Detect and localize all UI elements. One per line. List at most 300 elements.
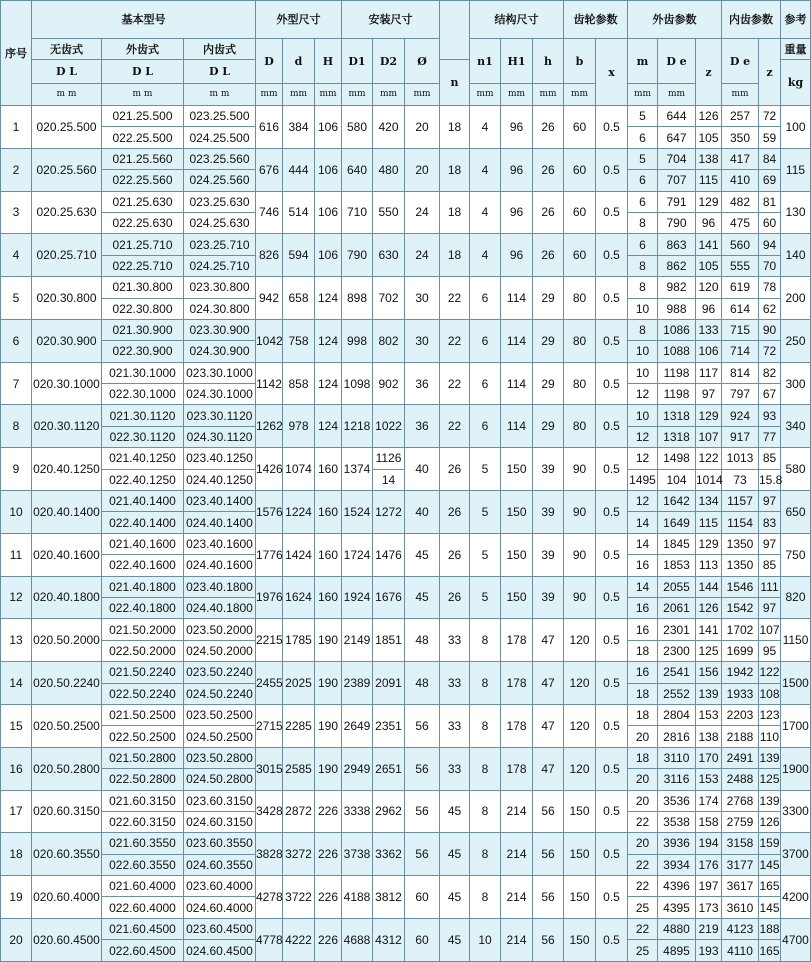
inner-z: 159 <box>759 833 781 854</box>
weight-kg: 130 <box>781 191 811 234</box>
outer-z: 141 <box>696 234 722 255</box>
outer-z: 117 <box>696 362 722 383</box>
dim-H: 124 <box>315 362 342 405</box>
dim-n1: 8 <box>470 833 501 876</box>
outer-gear-model: 022.30.1000 <box>102 384 184 405</box>
dim-D2: 1272 <box>373 491 405 534</box>
module-m: 6 <box>628 191 658 212</box>
dim-n1: 10 <box>470 918 501 961</box>
outer-gear-model: 022.60.3150 <box>102 811 184 832</box>
dim-x: 0.5 <box>596 277 628 320</box>
dim-D: 2215 <box>256 619 283 662</box>
outer-gear-model: 022.50.2240 <box>102 683 184 704</box>
outer-De: 1498 <box>658 448 696 469</box>
outer-De: 1198 <box>658 362 696 383</box>
module-m: 20 <box>628 726 658 747</box>
inner-De: 2768 <box>722 790 759 811</box>
dim-H: 226 <box>315 918 342 961</box>
dim-n1: 6 <box>470 362 501 405</box>
outer-z: 138 <box>696 148 722 169</box>
dim-n: 60 <box>405 918 440 961</box>
module-m: 18 <box>628 683 658 704</box>
inner-gear-model: 023.50.2240 <box>184 662 256 683</box>
dim-d: 2585 <box>283 747 315 790</box>
dim-D: 1142 <box>256 362 283 405</box>
dim-phi: 18 <box>440 234 470 277</box>
dim-n: 56 <box>405 790 440 833</box>
dim-H1: 214 <box>501 876 533 919</box>
header-n-blank <box>440 1 470 60</box>
dim-D1: 3738 <box>342 833 373 876</box>
no-gear-model: 020.60.4500 <box>32 918 102 961</box>
dim-H: 190 <box>315 662 342 705</box>
outer-gear-model: 022.25.710 <box>102 255 184 276</box>
header-dl-1: D L <box>32 60 102 84</box>
inner-z: 111 <box>759 576 781 597</box>
dim-h: 29 <box>533 319 564 362</box>
weight-kg: 250 <box>781 319 811 362</box>
dim-H: 106 <box>315 106 342 149</box>
dim-D: 3428 <box>256 790 283 833</box>
outer-z: 133 <box>696 319 722 340</box>
no-gear-model: 020.50.2500 <box>32 704 102 747</box>
outer-gear-model: 022.60.3550 <box>102 854 184 875</box>
dim-n: 56 <box>405 833 440 876</box>
dim-d: 658 <box>283 277 315 320</box>
outer-De: 3110 <box>658 747 696 768</box>
weight-kg: 340 <box>781 405 811 448</box>
inner-gear-model: 024.30.1000 <box>184 384 256 405</box>
inner-gear-model: 024.30.800 <box>184 298 256 319</box>
dim-D: 2715 <box>256 704 283 747</box>
dim-D2: 3362 <box>373 833 405 876</box>
module-m: 25 <box>628 897 658 918</box>
inner-z: 165 <box>759 940 781 962</box>
inner-z: 139 <box>759 790 781 811</box>
dim-d: 2872 <box>283 790 315 833</box>
dim-H: 124 <box>315 277 342 320</box>
inner-gear-model: 023.60.4000 <box>184 876 256 897</box>
outer-De: 1318 <box>658 426 696 447</box>
inner-gear-model: 024.30.900 <box>184 341 256 362</box>
dim-h: 56 <box>533 918 564 961</box>
dim-n: 60 <box>405 876 440 919</box>
dim-n: 48 <box>405 662 440 705</box>
row-number: 9 <box>1 448 32 491</box>
outer-gear-model: 022.25.560 <box>102 170 184 191</box>
inner-De: 3610 <box>722 897 759 918</box>
inner-gear-model: 024.50.2800 <box>184 769 256 790</box>
outer-gear-model: 022.60.4000 <box>102 897 184 918</box>
dim-D2: 1126 <box>373 448 405 469</box>
outer-z: 219 <box>696 918 722 939</box>
outer-De: 2300 <box>658 640 696 661</box>
inner-z: 110 <box>759 726 781 747</box>
dim-D: 826 <box>256 234 283 277</box>
dim-phi: 18 <box>440 148 470 191</box>
no-gear-model: 020.50.2800 <box>32 747 102 790</box>
dim-D1: 580 <box>342 106 373 149</box>
inner-De: 555 <box>722 255 759 276</box>
dim-n1: 6 <box>470 277 501 320</box>
module-m: 14 <box>628 533 658 554</box>
dim-D: 676 <box>256 148 283 191</box>
module-m: 22 <box>628 918 658 939</box>
outer-z: 126 <box>696 597 722 618</box>
dim-x: 0.5 <box>596 918 628 961</box>
outer-z: 129 <box>696 191 722 212</box>
header-mm-b: mm <box>564 84 596 106</box>
outer-De: 791 <box>658 191 696 212</box>
dim-D1: 898 <box>342 277 373 320</box>
module-m: 18 <box>628 640 658 661</box>
dim-H1: 96 <box>501 191 533 234</box>
dim-H: 190 <box>315 747 342 790</box>
dim-x: 0.5 <box>596 148 628 191</box>
row-number: 8 <box>1 405 32 448</box>
module-m: 20 <box>628 769 658 790</box>
outer-z: 170 <box>696 747 722 768</box>
inner-gear-model: 024.40.1600 <box>184 555 256 576</box>
dim-d: 384 <box>283 106 315 149</box>
header-h: h <box>533 39 564 84</box>
outer-gear-model: 022.60.4500 <box>102 940 184 962</box>
module-m: 22 <box>628 811 658 832</box>
dim-D2: 902 <box>373 362 405 405</box>
weight-kg: 1900 <box>781 747 811 790</box>
dim-H: 106 <box>315 191 342 234</box>
outer-gear-model: 021.60.3550 <box>102 833 184 854</box>
dim-D2: 1022 <box>373 405 405 448</box>
module-m: 18 <box>628 704 658 725</box>
dim-h: 29 <box>533 277 564 320</box>
header-install-dims: 安装尺寸 <box>342 1 440 39</box>
row-number: 15 <box>1 704 32 747</box>
dim-b: 120 <box>564 747 596 790</box>
inner-De: 482 <box>722 191 759 212</box>
outer-gear-model: 021.50.2000 <box>102 619 184 640</box>
weight-kg: 115 <box>781 148 811 191</box>
dim-n: 56 <box>405 747 440 790</box>
row-number: 5 <box>1 277 32 320</box>
inner-gear-model: 023.30.1120 <box>184 405 256 426</box>
outer-De: 2061 <box>658 597 696 618</box>
inner-De: 4123 <box>722 918 759 939</box>
inner-gear-model: 023.30.900 <box>184 319 256 340</box>
header-mm-phi: mm <box>405 84 440 106</box>
dim-D: 1262 <box>256 405 283 448</box>
dim-H1: 178 <box>501 704 533 747</box>
inner-z: 83 <box>759 512 781 533</box>
header-dl-3: D L <box>184 60 256 84</box>
inner-z: 145 <box>759 897 781 918</box>
outer-De: 1642 <box>658 491 696 512</box>
inner-z: 85 <box>759 448 781 469</box>
dim-H: 190 <box>315 619 342 662</box>
inner-gear-model: 024.50.2500 <box>184 726 256 747</box>
inner-De: 1702 <box>722 619 759 640</box>
dim-D2: 1676 <box>373 576 405 619</box>
no-gear-model: 020.40.1800 <box>32 576 102 619</box>
dim-d: 1785 <box>283 619 315 662</box>
dim-phi: 45 <box>440 876 470 919</box>
dim-D2: 1476 <box>373 533 405 576</box>
header-struct-dims: 结构尺寸 <box>470 1 564 39</box>
dim-d: 1424 <box>283 533 315 576</box>
outer-gear-model: 021.40.1400 <box>102 491 184 512</box>
dim-phi: 45 <box>440 918 470 961</box>
dim-D: 4278 <box>256 876 283 919</box>
inner-De: 814 <box>722 362 759 383</box>
outer-gear-model: 022.40.1600 <box>102 555 184 576</box>
module-m: 12 <box>628 448 658 469</box>
inner-z: 77 <box>759 426 781 447</box>
weight-kg: 3700 <box>781 833 811 876</box>
weight-kg: 4700 <box>781 918 811 961</box>
outer-De: 704 <box>658 148 696 169</box>
inner-De: 3617 <box>722 876 759 897</box>
dim-h: 26 <box>533 148 564 191</box>
header-mm-D1: mm <box>342 84 373 106</box>
dim-phi: 26 <box>440 576 470 619</box>
outer-gear-model: 021.30.1000 <box>102 362 184 383</box>
outer-z: 144 <box>696 576 722 597</box>
dim-H1: 214 <box>501 918 533 961</box>
dim-H1: 178 <box>501 747 533 790</box>
dim-b: 90 <box>564 533 596 576</box>
inner-De: 1933 <box>722 683 759 704</box>
dim-H: 106 <box>315 148 342 191</box>
outer-z: 107 <box>696 426 722 447</box>
inner-z: 97 <box>759 533 781 554</box>
outer-z: 139 <box>696 683 722 704</box>
dim-D2: 2962 <box>373 790 405 833</box>
dim-d: 594 <box>283 234 315 277</box>
outer-z: 126 <box>696 106 722 127</box>
inner-gear-model: 024.30.1120 <box>184 426 256 447</box>
dim-d: 978 <box>283 405 315 448</box>
dim-D: 616 <box>256 106 283 149</box>
inner-gear-model: 023.60.3550 <box>184 833 256 854</box>
row-number: 2 <box>1 148 32 191</box>
dim-D1: 2949 <box>342 747 373 790</box>
dim-n: 40 <box>405 448 440 491</box>
dim-n: 45 <box>405 533 440 576</box>
dim-n: 36 <box>405 362 440 405</box>
dim-D1: 1924 <box>342 576 373 619</box>
header-outer-dims: 外型尺寸 <box>256 1 342 39</box>
weight-kg: 580 <box>781 448 811 491</box>
inner-z: 93 <box>759 405 781 426</box>
inner-z: 126 <box>759 811 781 832</box>
dim-h: 26 <box>533 191 564 234</box>
module-m: 5 <box>628 148 658 169</box>
outer-gear-model: 021.30.900 <box>102 319 184 340</box>
dim-d: 3722 <box>283 876 315 919</box>
dim-n: 48 <box>405 619 440 662</box>
dim-D: 4778 <box>256 918 283 961</box>
inner-z: 72 <box>759 341 781 362</box>
inner-De: 2203 <box>722 704 759 725</box>
outer-gear-model: 022.25.630 <box>102 212 184 233</box>
module-m: 5 <box>628 106 658 127</box>
dim-h: 56 <box>533 876 564 919</box>
header-ref: 参考 <box>781 1 811 39</box>
dim-d: 1624 <box>283 576 315 619</box>
dim-n1: 8 <box>470 747 501 790</box>
dim-D2: 3812 <box>373 876 405 919</box>
dim-d: 1074 <box>283 448 315 491</box>
inner-z: 62 <box>759 298 781 319</box>
dim-H1: 114 <box>501 319 533 362</box>
dim-phi: 26 <box>440 533 470 576</box>
inner-z: 67 <box>759 384 781 405</box>
dim-phi: 45 <box>440 833 470 876</box>
inner-gear-model: 023.50.2500 <box>184 704 256 725</box>
dim-x: 0.5 <box>596 319 628 362</box>
inner-De: 1013 <box>722 448 759 469</box>
dim-n1: 5 <box>470 533 501 576</box>
inner-gear-model: 024.25.630 <box>184 212 256 233</box>
dim-x: 0.5 <box>596 704 628 747</box>
dim-phi: 18 <box>440 191 470 234</box>
dim-n1: 8 <box>470 662 501 705</box>
dim-H: 226 <box>315 876 342 919</box>
header-no-gear: 无齿式 <box>32 39 102 60</box>
dim-D2: 480 <box>373 148 405 191</box>
no-gear-model: 020.30.800 <box>32 277 102 320</box>
header-phi: Ø <box>405 39 440 84</box>
weight-kg: 1150 <box>781 619 811 662</box>
dim-D: 1042 <box>256 319 283 362</box>
dim-D2: 420 <box>373 106 405 149</box>
module-m: 8 <box>628 319 658 340</box>
header-D2: D2 <box>373 39 405 84</box>
dim-D2: 2351 <box>373 704 405 747</box>
inner-z: 59 <box>759 127 781 148</box>
module-m: 16 <box>628 662 658 683</box>
gear-param-cell: 73 <box>722 469 759 490</box>
inner-De: 1546 <box>722 576 759 597</box>
header-weight: 重量 <box>781 39 811 60</box>
outer-gear-model: 021.25.630 <box>102 191 184 212</box>
dim-b: 60 <box>564 234 596 277</box>
outer-gear-model: 022.50.2000 <box>102 640 184 661</box>
inner-De: 560 <box>722 234 759 255</box>
dim-H1: 96 <box>501 234 533 277</box>
inner-gear-model: 023.40.1600 <box>184 533 256 554</box>
outer-z: 105 <box>696 127 722 148</box>
outer-De: 2055 <box>658 576 696 597</box>
row-number: 17 <box>1 790 32 833</box>
module-m: 10 <box>628 405 658 426</box>
dim-H: 160 <box>315 533 342 576</box>
dim-b: 90 <box>564 491 596 534</box>
header-d: d <box>283 39 315 84</box>
module-m: 14 <box>628 512 658 533</box>
dim-h: 47 <box>533 704 564 747</box>
header-dl-2: D L <box>102 60 184 84</box>
dim-phi: 22 <box>440 405 470 448</box>
row-number: 7 <box>1 362 32 405</box>
inner-gear-model: 024.40.1800 <box>184 597 256 618</box>
inner-De: 257 <box>722 106 759 127</box>
outer-z: 120 <box>696 277 722 298</box>
row-number: 4 <box>1 234 32 277</box>
dim-n1: 8 <box>470 876 501 919</box>
dim-H1: 96 <box>501 106 533 149</box>
outer-De: 1649 <box>658 512 696 533</box>
module-m: 18 <box>628 747 658 768</box>
weight-kg: 650 <box>781 491 811 534</box>
dim-D: 942 <box>256 277 283 320</box>
header-inner-z: z <box>759 39 781 106</box>
dim-D1: 790 <box>342 234 373 277</box>
outer-z: 153 <box>696 704 722 725</box>
inner-De: 1942 <box>722 662 759 683</box>
outer-z: 156 <box>696 662 722 683</box>
header-inner-gear: 内齿式 <box>184 39 256 60</box>
no-gear-model: 020.30.1000 <box>32 362 102 405</box>
dim-H1: 114 <box>501 362 533 405</box>
outer-De: 3936 <box>658 833 696 854</box>
dim-phi: 22 <box>440 362 470 405</box>
outer-De: 863 <box>658 234 696 255</box>
row-number: 14 <box>1 662 32 705</box>
inner-z: 69 <box>759 170 781 191</box>
module-m: 12 <box>628 491 658 512</box>
dim-x: 0.5 <box>596 362 628 405</box>
header-mm-outer-De: mm <box>658 84 696 106</box>
outer-De: 862 <box>658 255 696 276</box>
outer-gear-model: 021.25.560 <box>102 148 184 169</box>
inner-gear-model: 024.60.4000 <box>184 897 256 918</box>
header-mm-wide-1: m m <box>32 84 102 106</box>
dim-d: 4222 <box>283 918 315 961</box>
no-gear-model: 020.40.1600 <box>32 533 102 576</box>
inner-De: 3158 <box>722 833 759 854</box>
dim-b: 80 <box>564 362 596 405</box>
no-gear-model: 020.50.2240 <box>32 662 102 705</box>
header-mm-inner-De: mm <box>722 84 759 106</box>
outer-z: 97 <box>696 384 722 405</box>
outer-gear-model: 021.40.1250 <box>102 448 184 469</box>
header-mm-D2: mm <box>373 84 405 106</box>
inner-De: 410 <box>722 170 759 191</box>
inner-De: 1157 <box>722 491 759 512</box>
dim-D2: 550 <box>373 191 405 234</box>
dim-n: 24 <box>405 234 440 277</box>
inner-gear-model: 023.25.500 <box>184 106 256 127</box>
outer-gear-model: 021.50.2800 <box>102 747 184 768</box>
module-m: 25 <box>628 940 658 962</box>
dim-x: 0.5 <box>596 405 628 448</box>
outer-gear-model: 021.30.800 <box>102 277 184 298</box>
outer-De: 2301 <box>658 619 696 640</box>
dim-h: 39 <box>533 491 564 534</box>
outer-z: 194 <box>696 833 722 854</box>
dim-b: 150 <box>564 918 596 961</box>
outer-z: 115 <box>696 512 722 533</box>
dim-h: 29 <box>533 405 564 448</box>
outer-De: 644 <box>658 106 696 127</box>
header-x: x <box>596 39 628 106</box>
dim-D1: 4188 <box>342 876 373 919</box>
header-mm-D: mm <box>256 84 283 106</box>
dim-H1: 114 <box>501 277 533 320</box>
dim-n1: 8 <box>470 619 501 662</box>
dim-x: 0.5 <box>596 106 628 149</box>
